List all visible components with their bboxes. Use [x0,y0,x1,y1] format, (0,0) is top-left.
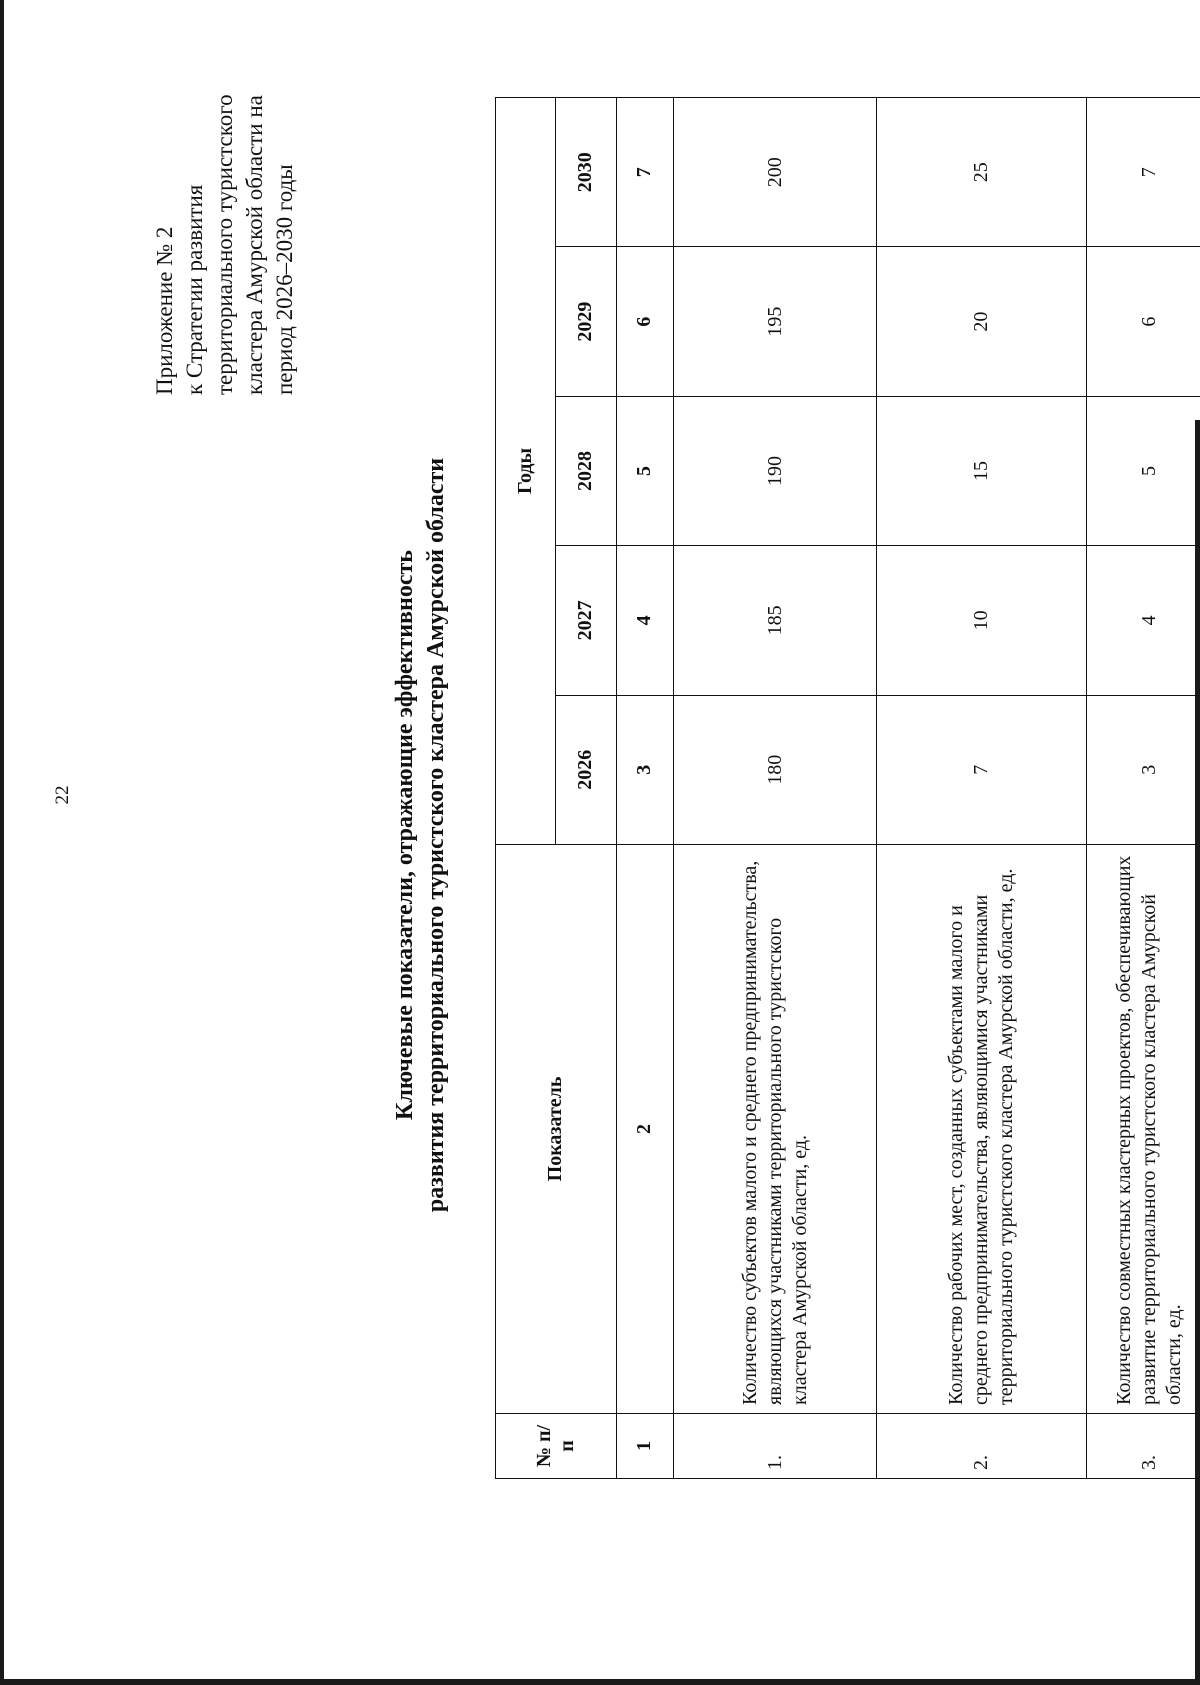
row-number: 3. [1087,1413,1200,1478]
title-line-2: развития территориального туристского кластера Амурской области [423,457,449,1213]
row-indicator: Количество субъектов малого и среднего предпринимательства, являющихся участниками территориального туристского кластера Амурской области, ед. [674,844,877,1413]
header-years-group: Годы [496,98,556,845]
row-value: 25 [877,98,1087,247]
row-value: 185 [674,546,877,695]
row-indicator: Количество совместных кластерных проектов, обеспечивающих развитие территориального туристского кластера Амурской области, ед. [1087,844,1200,1413]
index-cell: 5 [616,396,674,545]
header-indicator: Показатель [496,844,617,1413]
appendix-line: к Стратегии развития [182,184,207,395]
index-cell: 7 [616,98,674,247]
row-value: 3 [1087,695,1200,844]
header-year: 2026 [556,695,616,844]
row-value: 180 [674,695,877,844]
document-title [390,145,452,1525]
row-value: 190 [674,396,877,545]
row-value: 15 [877,396,1087,545]
row-indicator: Количество рабочих мест, созданных субъектами малого и среднего предпринимательства, являющимися участниками территориального туристского кластера Амурской области, ед. [877,844,1087,1413]
row-value: 7 [1087,98,1200,247]
header-year: 2030 [556,98,616,247]
appendix-line: Приложение № 2 [152,226,177,395]
header-year: 2028 [556,396,616,545]
row-value: 6 [1087,247,1200,396]
table-row [877,98,1087,1479]
table-row [674,98,877,1479]
table-index-row [616,98,674,1479]
appendix-line: территориального туристского [212,94,237,395]
appendix-note [150,55,300,395]
row-value: 20 [877,247,1087,396]
row-value: 195 [674,247,877,396]
appendix-line: период 2026–2030 годы [272,164,297,395]
row-value: 10 [877,546,1087,695]
index-cell: 1 [616,1413,674,1478]
table-row [1087,98,1200,1479]
index-cell: 2 [616,844,674,1413]
header-year: 2027 [556,546,616,695]
row-value: 5 [1087,396,1200,545]
header-year: 2029 [556,247,616,396]
index-cell: 3 [616,695,674,844]
row-number: 1. [674,1413,877,1478]
row-number: 2. [877,1413,1087,1478]
index-cell: 4 [616,546,674,695]
page-number: 22 [52,785,73,805]
table-header-row [496,98,556,1479]
row-value: 200 [674,98,877,247]
header-num: № п/п [496,1413,617,1478]
title-line-1: Ключевые показатели, отражающие эффективность [392,550,418,1120]
appendix-line: кластера Амурской области на [242,95,267,395]
index-cell: 6 [616,247,674,396]
row-value: 7 [877,695,1087,844]
row-value: 4 [1087,546,1200,695]
indicators-table [495,97,1200,1479]
